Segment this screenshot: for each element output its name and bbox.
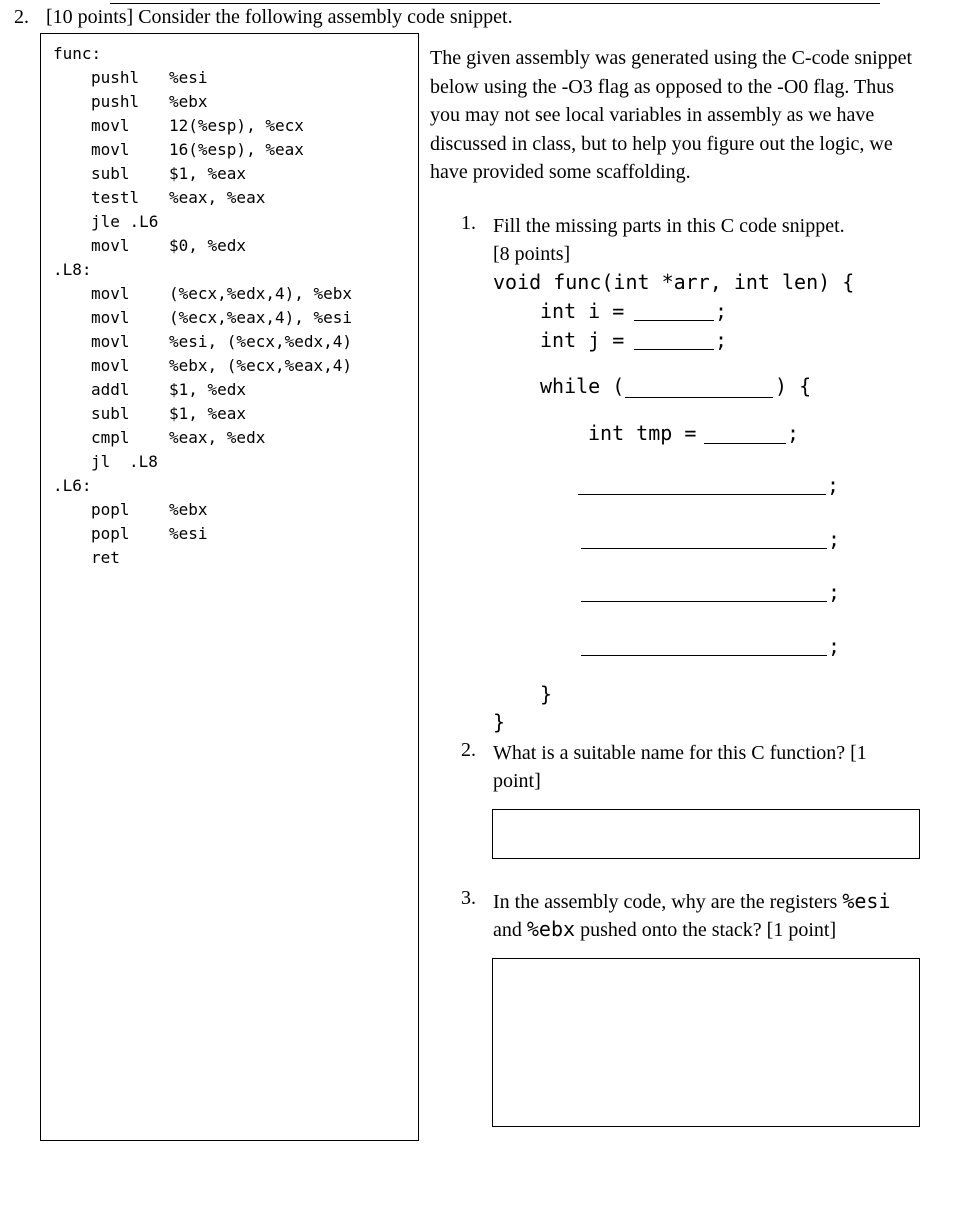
asm-op: popl (91, 500, 130, 519)
asm-arg: $1, %eax (169, 164, 247, 183)
semicolon: ; (828, 580, 841, 604)
asm-arg: .L8 (129, 452, 158, 471)
asm-op: movl (91, 236, 130, 255)
asm-label-l6: .L6: (53, 476, 92, 495)
asm-op: ret (91, 548, 120, 567)
asm-arg: %eax, %eax (169, 188, 266, 207)
asm-op: movl (91, 140, 130, 159)
asm-arg: (%ecx,%edx,4), %ebx (169, 284, 353, 303)
asm-op: movl (91, 356, 130, 375)
asm-arg: %ebx (169, 92, 208, 111)
asm-arg: %esi (169, 524, 208, 543)
asm-arg: %eax, %edx (169, 428, 266, 447)
asm-op: movl (91, 116, 130, 135)
subquestion-3-text: In the assembly code, why are the registers (493, 891, 843, 913)
asm-arg: $1, %edx (169, 380, 247, 399)
decl-i-label: int i = (540, 299, 625, 323)
asm-arg: %ebx (169, 500, 208, 519)
asm-op: jl (91, 452, 111, 471)
function-closing-brace: } (493, 710, 506, 734)
asm-arg: 12(%esp), %ecx (169, 116, 304, 135)
while-closing-brace: } (540, 682, 553, 706)
answer-box-registers[interactable] (492, 958, 920, 1127)
subquestion-3-line1 (493, 887, 891, 917)
top-rule (110, 3, 880, 4)
top-rule-fragment (310, 0, 316, 4)
blank-statement-2[interactable] (581, 548, 827, 549)
asm-label-l8: .L8: (53, 260, 92, 279)
blank-j-init[interactable] (634, 349, 714, 350)
asm-arg: %ebx, (%ecx,%eax,4) (169, 356, 353, 375)
asm-arg: %esi, (%ecx,%edx,4) (169, 332, 353, 351)
subquestion-2-text: What is a suitable name for this C function? [1 (493, 742, 867, 764)
intro-paragraph: The given assembly was generated using the C-code snippet below using the -O3 flag as opposed to the -O0 flag. Thus you may not see local variables in assembly as we have discussed in class, but to help you figure out the logic, we have provided some scaffolding. (430, 47, 913, 183)
asm-op: movl (91, 308, 130, 327)
subquestion-3-number: 3. (461, 887, 476, 909)
answer-box-function-name[interactable] (492, 809, 920, 859)
blank-tmp-init[interactable] (704, 443, 786, 444)
tmp-decl-label: int tmp = (588, 421, 697, 445)
subquestion-2-number: 2. (461, 739, 476, 761)
asm-op: pushl (91, 68, 140, 87)
asm-arg: 16(%esp), %eax (169, 140, 304, 159)
semicolon: ; (715, 299, 728, 323)
question-header: [10 points] Consider the following assembly code snippet. (46, 6, 513, 28)
register-esi: %esi (842, 889, 891, 913)
semicolon: ; (828, 527, 841, 551)
asm-op: jle .L6 (91, 212, 159, 231)
subquestion-3-text: pushed onto the stack? [1 point] (575, 919, 837, 941)
semicolon: ; (715, 328, 728, 352)
while-close: ) { (775, 374, 812, 398)
semicolon: ; (827, 473, 840, 497)
assembly-listing (40, 33, 419, 1141)
subquestion-3-text: and (493, 919, 527, 941)
asm-op: testl (91, 188, 140, 207)
blank-statement-3[interactable] (581, 601, 827, 602)
while-keyword: while ( (540, 374, 625, 398)
subquestion-1-number: 1. (461, 212, 476, 234)
asm-op: subl (91, 164, 130, 183)
asm-op: pushl (91, 92, 140, 111)
blank-statement-1[interactable] (578, 494, 826, 495)
asm-arg: (%ecx,%eax,4), %esi (169, 308, 353, 327)
register-ebx: %ebx (526, 917, 576, 941)
blank-while-condition[interactable] (625, 397, 773, 398)
semicolon: ; (787, 421, 800, 445)
subquestion-1-points: [8 points] (493, 243, 571, 265)
function-signature: void func(int *arr, int len) { (493, 270, 855, 294)
asm-arg: %esi (169, 68, 208, 87)
asm-label-func: func: (53, 44, 102, 63)
asm-arg: $1, %eax (169, 404, 247, 423)
asm-op: addl (91, 380, 130, 399)
asm-arg: $0, %edx (169, 236, 247, 255)
asm-op: cmpl (91, 428, 130, 447)
semicolon: ; (828, 634, 841, 658)
subquestion-3-line2 (493, 915, 836, 945)
question-number: 2. (14, 6, 29, 28)
asm-op: popl (91, 524, 130, 543)
subquestion-2-text-cont: point] (493, 770, 541, 792)
asm-op: movl (91, 332, 130, 351)
decl-j-label: int j = (540, 328, 625, 352)
blank-i-init[interactable] (634, 320, 714, 321)
blank-statement-4[interactable] (581, 655, 827, 656)
asm-op: movl (91, 284, 130, 303)
asm-op: subl (91, 404, 130, 423)
subquestion-1-text: Fill the missing parts in this C code snippet. (493, 215, 845, 237)
